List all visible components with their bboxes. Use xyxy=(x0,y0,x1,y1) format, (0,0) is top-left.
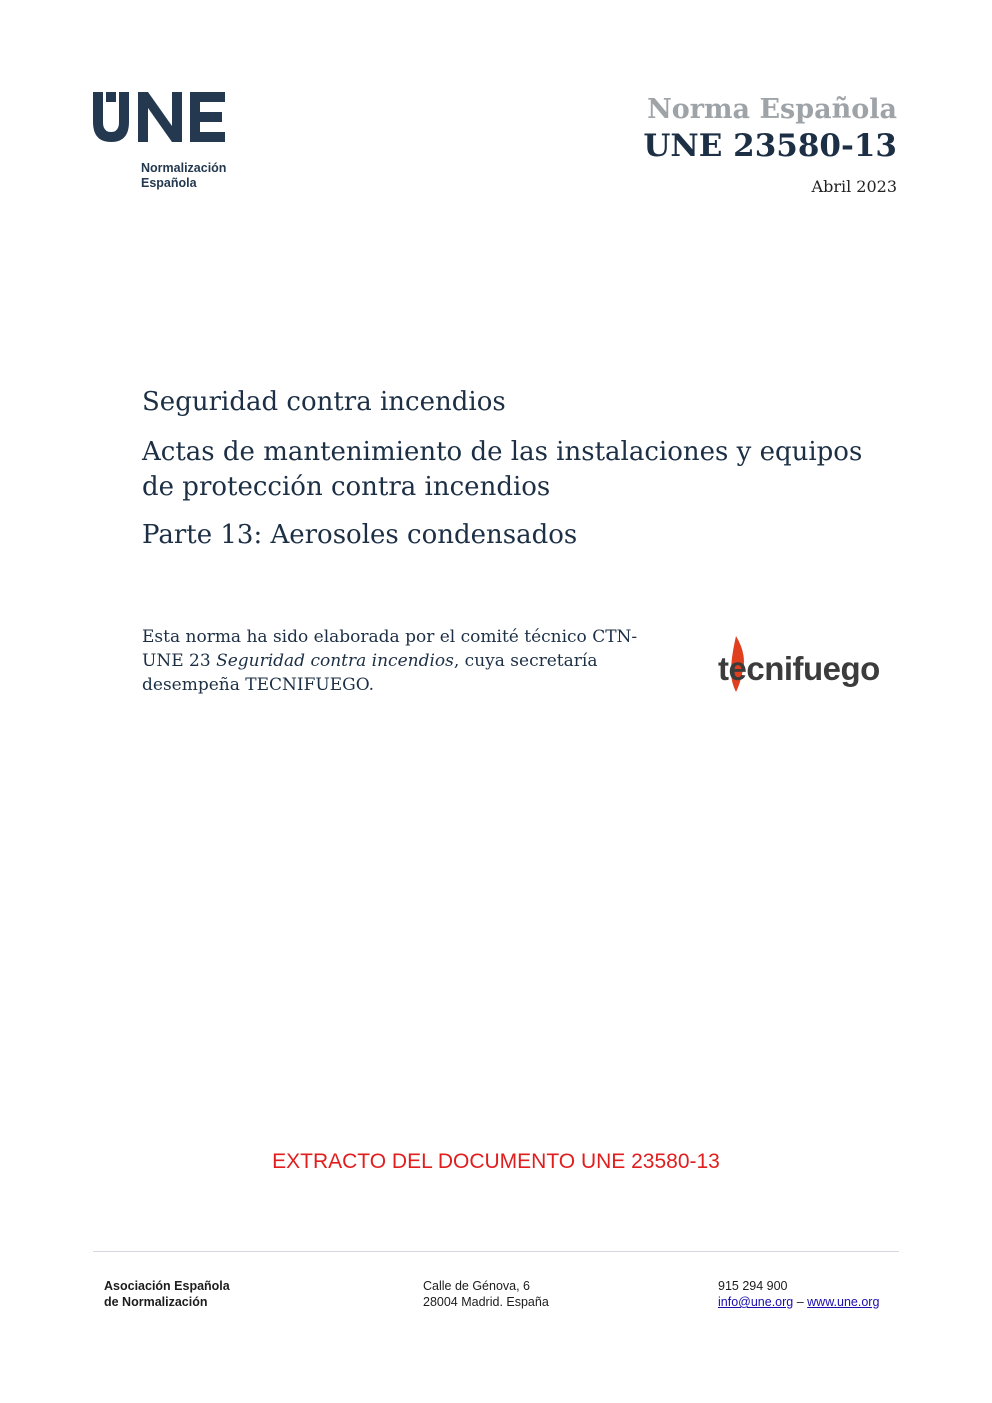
norma-label: Norma Española xyxy=(647,94,897,125)
title-line1: Seguridad contra incendios xyxy=(142,387,506,417)
committee-text-part1: Esta norma ha sido elaborada por el comité técnico CTN-UNE 23 xyxy=(142,627,638,671)
footer-links xyxy=(718,1294,879,1310)
committee-text xyxy=(142,625,662,697)
committee-text-part2: , cuya secretaría desempeña TECNIFUEGO. xyxy=(142,651,598,695)
tecnifuego-logo xyxy=(718,634,880,696)
logo-subtitle-line2: Española xyxy=(141,176,197,190)
footer-address xyxy=(423,1278,549,1310)
tecnifuego-wordmark: tecnifuego xyxy=(718,650,880,687)
extract-notice: EXTRACTO DEL DOCUMENTO UNE 23580-13 xyxy=(272,1150,720,1173)
footer-organization xyxy=(104,1278,230,1310)
une-logo-mark xyxy=(92,88,232,148)
une-logo xyxy=(92,88,232,198)
website-link[interactable]: www.une.org xyxy=(807,1295,880,1309)
footer-org-line1: Asociación Española xyxy=(104,1279,230,1293)
title-line2: Actas de mantenimiento de las instalaciones y equipos de protección contra incendios xyxy=(142,437,863,502)
title-line3: Parte 13: Aerosoles condensados xyxy=(142,520,578,550)
publication-date: Abril 2023 xyxy=(811,177,897,196)
logo-subtitle-line1: Normalización xyxy=(141,161,227,175)
footer-address-line1: Calle de Génova, 6 xyxy=(423,1279,531,1293)
footer-address-line2: 28004 Madrid. España xyxy=(423,1295,549,1309)
footer-phone: 915 294 900 xyxy=(718,1279,788,1293)
logo-subtitle xyxy=(141,161,226,191)
footer-separator: – xyxy=(793,1295,808,1309)
committee-name: Seguridad contra incendios xyxy=(216,651,454,671)
footer-org-line2: de Normalización xyxy=(104,1295,208,1309)
footer-contact xyxy=(718,1278,879,1310)
footer-divider xyxy=(93,1251,899,1252)
standard-code: UNE 23580-13 xyxy=(643,128,897,164)
email-link[interactable]: info@une.org xyxy=(718,1295,794,1309)
